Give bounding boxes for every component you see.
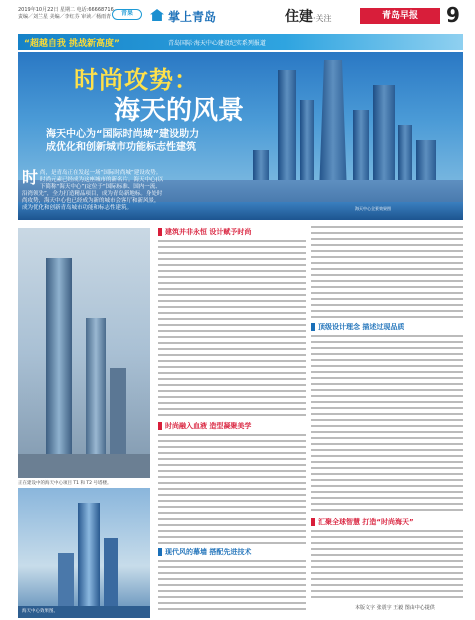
date-line: 2019年10月22日 星期二 电话:66668716 <box>18 7 114 13</box>
hero-subtitle <box>46 128 199 154</box>
heading-text: 时尚融入血液 造型凝聚美学 <box>165 422 252 430</box>
heading-text: 现代风的幕墙 搭配先进技术 <box>165 548 252 556</box>
section-heading-4 <box>311 323 404 332</box>
tower-building <box>104 538 118 608</box>
heading-bar <box>158 422 162 430</box>
banner-series: 青岛国际·海天中心建设纪实系列报道 <box>168 40 266 47</box>
date-info <box>18 7 114 21</box>
heading-text: 建筑并非永恒 设计赋予时尚 <box>165 228 252 236</box>
tower-building <box>58 553 74 608</box>
section-heading-2 <box>158 422 251 431</box>
section-sub: ·关注 <box>313 14 332 23</box>
body-text-column <box>158 434 306 544</box>
tower-building <box>78 503 100 608</box>
qingguo-logo: 青果 <box>112 9 142 20</box>
photo-caption: 正在建设中的海天中心项目 T1 和 T2 号塔楼。 <box>18 481 112 486</box>
section-title <box>285 6 332 26</box>
heading-bar <box>311 518 315 526</box>
heading-bar <box>158 548 162 556</box>
hero-caption: 海天中心全景效果图 <box>355 206 391 211</box>
ground <box>18 454 150 478</box>
app-name: 掌上青岛 <box>168 10 217 24</box>
house-icon <box>150 9 164 21</box>
section-heading-1 <box>158 228 251 237</box>
lead-text: 尚，是青岛正在发起一场“国际时尚城”建设攻势。时尚元素已经成为这座城市的新名片。海天中心(以下简称“海天中心”)定位于“国际标准、国内一流、沿湾领先”，全力打造精品项目，成为青岛新地标。身处时尚攻势，海天中心也已经成为新的城市会客厅和新风景，成为优化和创新青岛城市功能和标志性建筑。 <box>22 170 164 211</box>
section-heading-3 <box>158 548 251 557</box>
page-number: 9 <box>446 3 460 27</box>
section-heading-5 <box>311 518 414 527</box>
byline <box>355 604 435 611</box>
tower-t2 <box>86 318 106 458</box>
heading-text: 汇聚全球智慧 打造“时尚海天” <box>318 518 414 526</box>
construction-photo <box>18 228 150 478</box>
subtitle-line-1: 海天中心为“国际时尚城”建设助力 <box>46 129 200 140</box>
body-text-column <box>158 240 306 420</box>
byline-credit: 本版文字 张震宇 王毅 图由中心提供 <box>355 605 435 611</box>
tower-building <box>110 368 126 458</box>
hero-title-1: 时尚攻势： <box>74 65 199 94</box>
heading-text: 顶级设计理念 描述过现品质 <box>318 323 405 331</box>
heading-bar <box>158 228 162 236</box>
tower-t1 <box>46 258 72 458</box>
body-text-column <box>311 530 463 600</box>
editor-line: 责编／刘兰星 美编／李红芬 审读／杨雨青 <box>18 14 112 20</box>
body-text-column <box>311 335 463 515</box>
drop-cap: 时 <box>22 168 39 187</box>
rendering-photo <box>18 488 150 618</box>
subtitle-line-2: 成优化和创新城市功能标志性建筑 <box>46 142 196 153</box>
series-banner <box>18 34 463 50</box>
heading-bar <box>311 323 315 331</box>
lead-paragraph <box>18 168 168 218</box>
paper-logo: 青岛早报 <box>360 8 440 24</box>
bottom-caption: 海天中心效果图。 <box>22 609 58 614</box>
body-text-column <box>311 226 463 320</box>
banner-slogan: “超越自我 挑战新高度” <box>24 39 120 49</box>
section-name: 住建 <box>285 9 313 25</box>
body-text-column <box>158 560 306 614</box>
hero-title-2: 海天的风景 <box>114 96 245 126</box>
page-header <box>0 0 475 32</box>
